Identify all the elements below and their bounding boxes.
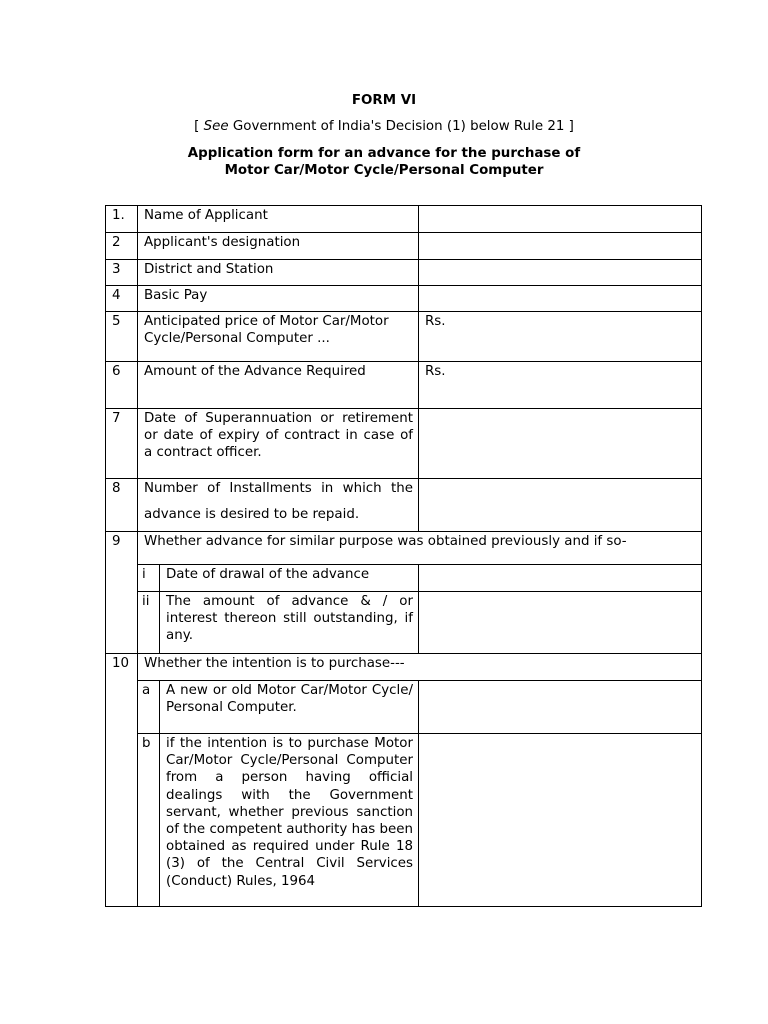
table-row [106,312,702,362]
table-row [106,681,702,734]
sub-row-number: a [138,681,160,734]
table-row [106,592,702,654]
row-label-previous-advance: Whether advance for similar purpose was obtained previously and if so- [138,532,702,565]
ref-text: Government of India's Decision (1) below Rule 21 ] [232,119,574,134]
row-number-spacer [106,734,138,907]
row-label-drawal-date: Date of drawal of the advance [160,565,419,592]
application-table [105,205,702,907]
table-row [106,286,702,312]
value-field-drawal-date[interactable] [419,565,702,592]
value-field-basic-pay[interactable] [419,286,702,312]
value-field-superannuation-date[interactable] [419,409,702,479]
row-number: 1. [106,206,138,233]
table-row [106,654,702,681]
value-field-sanction-obtained[interactable] [419,734,702,907]
value-field-designation[interactable] [419,233,702,260]
value-field-advance-amount[interactable]: Rs. [419,362,702,409]
row-number: 4 [106,286,138,312]
table-row [106,565,702,592]
row-label-purchase-intention: Whether the intention is to purchase--- [138,654,702,681]
row-label-anticipated-price: Anticipated price of Motor Car/Motor Cycle/Personal Computer ... [138,312,419,362]
row-number-spacer [106,565,138,592]
row-label-designation: Applicant's designation [138,233,419,260]
row-label-advance-amount: Amount of the Advance Required [138,362,419,409]
ref-see: See [203,119,229,134]
row-number: 9 [106,532,138,565]
table-row [106,409,702,479]
table-row [106,532,702,565]
sub-row-number: ii [138,592,160,654]
row-label-name-of-applicant: Name of Applicant [138,206,419,233]
row-label-installments [138,479,419,532]
row-number: 5 [106,312,138,362]
value-field-district-station[interactable] [419,260,702,286]
value-field-anticipated-price[interactable]: Rs. [419,312,702,362]
ref-open-bracket: [ [194,119,200,134]
value-field-outstanding-amount[interactable] [419,592,702,654]
application-title [0,145,768,179]
application-title-line-1: Application form for an advance for the purchase of [187,146,581,161]
row-number: 6 [106,362,138,409]
row-number: 10 [106,654,138,681]
row-label-outstanding-amount: The amount of advance & / or interest thereon still outstanding, if any. [160,592,419,654]
value-field-installments[interactable] [419,479,702,532]
value-field-new-or-old[interactable] [419,681,702,734]
row-label-new-or-old: A new or old Motor Car/Motor Cycle/ Personal Computer. [160,681,419,734]
sub-row-number: i [138,565,160,592]
row-label-district-station: District and Station [138,260,419,286]
row-label-basic-pay: Basic Pay [138,286,419,312]
installments-line-2: advance is desired to be repaid. [144,507,360,523]
row-number-spacer [106,681,138,734]
rule-reference [0,119,768,134]
row-number: 3 [106,260,138,286]
row-number: 7 [106,409,138,479]
application-title-line-2: Motor Car/Motor Cycle/Personal Computer [224,163,544,178]
table-row [106,362,702,409]
table-row [106,206,702,233]
table-row [106,233,702,260]
row-number: 8 [106,479,138,532]
form-number-title: FORM VI [351,93,417,108]
row-label-sanction-obtained: if the intention is to purchase Motor Car/Motor Cycle/Personal Computer from a person having official dealings with the Government servant, whether previous sanction of the competent authority has been obtained as required under Rule 18 (3) of the Central Civil Services (Conduct) Rules, 1964 [160,734,419,907]
sub-row-number: b [138,734,160,907]
table-row [106,260,702,286]
row-number-spacer [106,592,138,654]
row-number: 2 [106,233,138,260]
row-label-superannuation-date: Date of Superannuation or retirement or date of expiry of contract in case of a contract officer. [138,409,419,479]
installments-line-1: Number of Installments in which the [144,481,413,496]
value-field-name-of-applicant[interactable] [419,206,702,233]
table-row [106,734,702,907]
table-row [106,479,702,532]
